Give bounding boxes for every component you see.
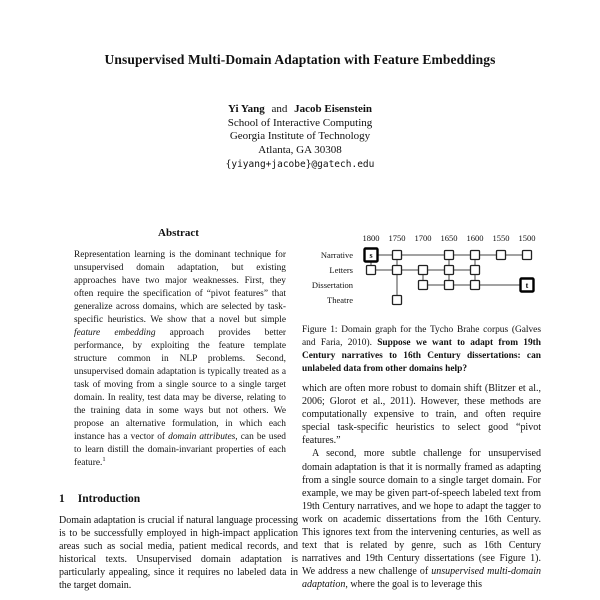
section-number: 1: [59, 493, 65, 505]
figure-caption-bold: Suppose we want to adapt from 19th Century narratives to 16th Century dissertations: can unlabeled data from other domains help?: [302, 338, 542, 374]
abstract-text: [74, 249, 286, 470]
graph-node: [393, 296, 402, 305]
row-label-theatre: Theatre: [327, 295, 353, 305]
year-label-1650: 1650: [440, 233, 458, 243]
right-paragraph-2: [302, 447, 541, 591]
abstract-italic-domain-attributes: domain attributes: [168, 432, 236, 442]
graph-node: [419, 281, 428, 290]
right-paragraph-2-italic: unsupervised multi-domain adaptation: [302, 566, 541, 591]
year-label-1550: 1550: [492, 233, 510, 243]
abstract-heading: Abstract: [158, 227, 199, 239]
graph-node: [471, 251, 480, 260]
graph-node: [393, 266, 402, 275]
graph-node-s: [365, 249, 378, 262]
affiliation-line-2: Georgia Institute of Technology: [229, 130, 371, 142]
author-email: {yiyang+jacobe}@gatech.edu: [225, 159, 375, 170]
figure-1: [302, 230, 541, 376]
year-label-1600: 1600: [466, 233, 484, 243]
graph-node: [445, 281, 454, 290]
graph-node: [419, 266, 428, 275]
graph-node: [445, 251, 454, 260]
section-title: Introduction: [77, 493, 141, 505]
figure-caption: [302, 324, 541, 376]
abstract-part-3: , can be used to learn distill the domain-invariant properties of each feature.: [74, 432, 286, 468]
year-label-1750: 1750: [388, 233, 406, 243]
domain-graph-figure: [302, 230, 538, 312]
author-2: Jacob Eisenstein: [294, 103, 373, 115]
abstract-italic-feature-embedding: feature embedding: [74, 328, 156, 338]
figure-caption-normal: Figure 1: Domain graph for the Tycho Brahe corpus (Galves and Faria, 2010).: [302, 325, 541, 348]
right-paragraph-2-part-1: A second, more subtle challenge for unsupervised domain adaptation is that it is normally framed as adapting from a single source domain to a single target domain. For example, we may be given part-of-speech labeled text from 19th Century narratives, and we hope to adapt the tagger to work on academic dissertations from the 16th Century. This ignores text from the intervening centuries, as well as text that is related by genre, such as 16th Century narratives and 19th Century dissertations (see Figure 1). We address a new challenge of: [302, 448, 541, 578]
section-heading-introduction: [59, 493, 298, 505]
footnote-marker: 1: [102, 455, 106, 463]
graph-node: [367, 266, 376, 275]
year-label-1700: 1700: [414, 233, 432, 243]
graph-node: [393, 251, 402, 260]
row-label-narrative: Narrative: [320, 250, 353, 260]
and-word: and: [271, 103, 288, 115]
row-label-dissertation: Dissertation: [311, 280, 353, 290]
right-paragraph-1: which are often more robust to domain shift (Blitzer et al., 2006; Glorot et al., 2011). However, these methods are computationally expensive to train, and often require special task-specific heuristics to select good “pivot features.”: [302, 383, 541, 447]
author-names: [0, 103, 600, 117]
row-label-letters: Letters: [329, 265, 353, 275]
svg-text:t: t: [525, 281, 529, 290]
two-column-body: [59, 222, 541, 593]
graph-node: [497, 251, 506, 260]
introduction-paragraph: Domain adaptation is crucial if natural language processing is to be successfully employed in high-impact application areas such as social media, patient medical records, and historical texts. Unsupervised domain adaptation is particularly appealing, since it requires no labeled data in the target domain.: [59, 515, 298, 592]
right-column: [302, 222, 541, 593]
abstract-part-2: approach provides better performance, by exploiting the feature template structure common in NLP problems. Second, unsupervised domain adaptation is typically treated as a task of moving from a single source to a single target domain. In reality, test data may be diverse, relating to the training data in some ways but not others. We propose an alternative formulation, in which each instance has a vector of: [74, 328, 287, 442]
affiliation-line-1: School of Interactive Computing: [227, 116, 373, 129]
year-label-1800: 1800: [362, 233, 380, 243]
abstract-part-1: Representation learning is the dominant technique for unsupervised domain adaptation, but existing approaches have two major weaknesses. First, they often require the specification of “pivot features” that generalize across domains, which are selected by task-specific heuristics. We show that a novel but simple: [74, 250, 286, 325]
paper-title: Unsupervised Multi-Domain Adaptation with Feature Embeddings: [104, 52, 496, 67]
year-label-1500: 1500: [518, 233, 536, 243]
left-column: [59, 222, 298, 593]
affiliation-line-3: Atlanta, GA 30308: [258, 143, 342, 156]
right-paragraph-2-part-2: , where the goal is to leverage this: [345, 579, 482, 591]
graph-node: [445, 266, 454, 275]
graph-node: [471, 281, 480, 290]
svg-text:s: s: [369, 251, 373, 260]
graph-node-t: [521, 279, 534, 292]
graph-node: [471, 266, 480, 275]
author-block: [0, 103, 600, 172]
author-1: Yi Yang: [227, 103, 265, 115]
graph-node: [523, 251, 532, 260]
